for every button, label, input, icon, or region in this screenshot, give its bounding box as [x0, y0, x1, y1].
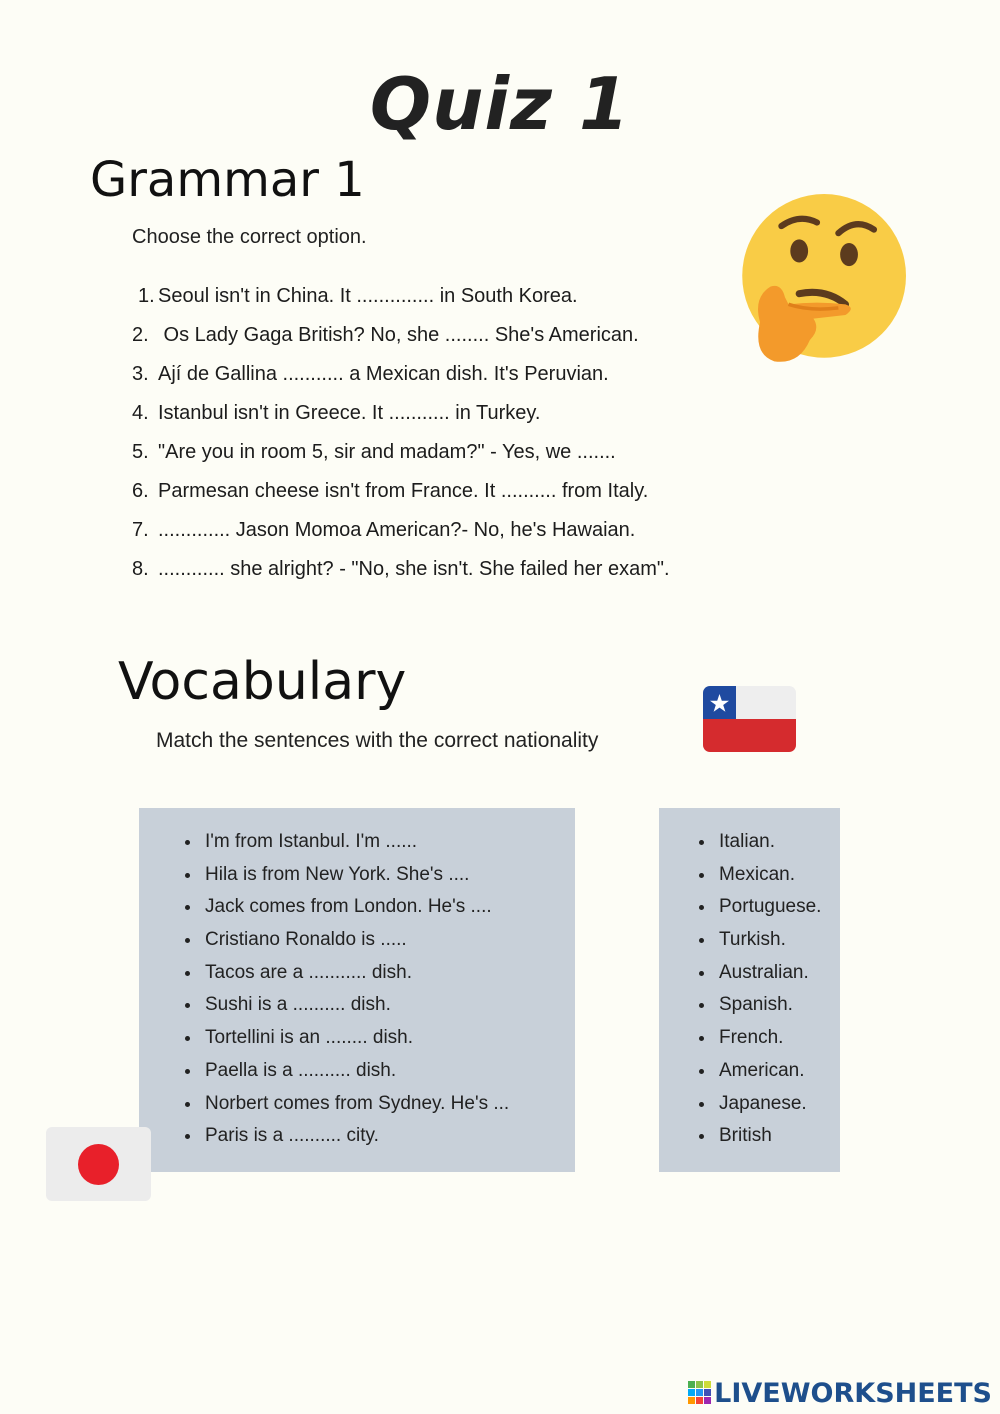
- question-text: Ají de Gallina ........... a Mexican dish. It's Peruvian.: [158, 363, 609, 385]
- question-text: Parmesan cheese isn't from France. It .......... from Italy.: [158, 480, 649, 502]
- grammar-question-list: [132, 283, 670, 595]
- list-item: Spanish.: [699, 993, 821, 1026]
- list-item: Cristiano Ronaldo is .....: [185, 928, 509, 961]
- thinking-face-icon: [728, 194, 906, 372]
- list-item: Turkish.: [699, 928, 821, 961]
- list-item: American.: [699, 1059, 821, 1092]
- nationalities-panel: [659, 808, 840, 1172]
- question-text: "Are you in room 5, sir and madam?" - Yes, we .......: [158, 441, 616, 463]
- list-item: British: [699, 1124, 821, 1157]
- question-number: 8.: [132, 558, 149, 580]
- list-item: Norbert comes from Sydney. He's ...: [185, 1092, 509, 1125]
- list-item: Tortellini is an ........ dish.: [185, 1026, 509, 1059]
- liveworksheets-logo-icon: [688, 1381, 712, 1405]
- grammar-question: [132, 361, 670, 400]
- question-text: Seoul isn't in China. It .............. in South Korea.: [158, 285, 578, 307]
- question-number: 2.: [132, 324, 149, 346]
- question-number: 3.: [132, 363, 149, 385]
- question-number: 7.: [132, 519, 149, 541]
- grammar-question: [132, 556, 670, 595]
- question-text: ............ she alright? - "No, she isn't. She failed her exam".: [158, 558, 670, 580]
- question-number: 1.: [138, 285, 155, 307]
- question-text: Istanbul isn't in Greece. It ........... in Turkey.: [158, 402, 541, 424]
- list-item: Italian.: [699, 830, 821, 863]
- list-item: Hila is from New York. She's ....: [185, 863, 509, 896]
- list-item: Portuguese.: [699, 895, 821, 928]
- grammar-question: [132, 517, 670, 556]
- list-item: Jack comes from London. He's ....: [185, 895, 509, 928]
- list-item: Japanese.: [699, 1092, 821, 1125]
- question-number: 6.: [132, 480, 149, 502]
- brand-logo[interactable]: [688, 1378, 992, 1408]
- list-item: Paella is a .......... dish.: [185, 1059, 509, 1092]
- question-text: Os Lady Gaga British? No, she ........ She's American.: [158, 324, 639, 346]
- list-item: Australian.: [699, 961, 821, 994]
- grammar-question: [132, 439, 670, 478]
- page-title: Quiz 1: [369, 62, 631, 146]
- sentences-panel: [139, 808, 575, 1172]
- nationality-list: [699, 830, 821, 1157]
- brand-name: LIVEWORKSHEETS: [714, 1377, 992, 1409]
- list-item: Mexican.: [699, 863, 821, 896]
- list-item: Paris is a .......... city.: [185, 1124, 509, 1157]
- question-text: ............. Jason Momoa American?- No, he's Hawaian.: [158, 519, 636, 541]
- chile-flag-icon: [703, 686, 796, 752]
- grammar-instruction: Choose the correct option.: [132, 226, 367, 248]
- japan-flag-sun: [78, 1144, 119, 1185]
- list-item: French.: [699, 1026, 821, 1059]
- list-item: Tacos are a ........... dish.: [185, 961, 509, 994]
- grammar-question: [132, 322, 670, 361]
- list-item: I'm from Istanbul. I'm ......: [185, 830, 509, 863]
- grammar-question: [132, 478, 670, 517]
- japan-flag-icon: [46, 1127, 151, 1201]
- grammar-question: [132, 400, 670, 439]
- list-item: Sushi is a .......... dish.: [185, 993, 509, 1026]
- question-number: 4.: [132, 402, 149, 424]
- question-number: 5.: [132, 441, 149, 463]
- vocabulary-heading: Vocabulary: [118, 652, 407, 712]
- vocabulary-instruction: Match the sentences with the correct nationality: [156, 729, 599, 752]
- sentence-list: [185, 830, 509, 1157]
- grammar-heading: Grammar 1: [90, 152, 365, 208]
- grammar-question: [132, 283, 670, 322]
